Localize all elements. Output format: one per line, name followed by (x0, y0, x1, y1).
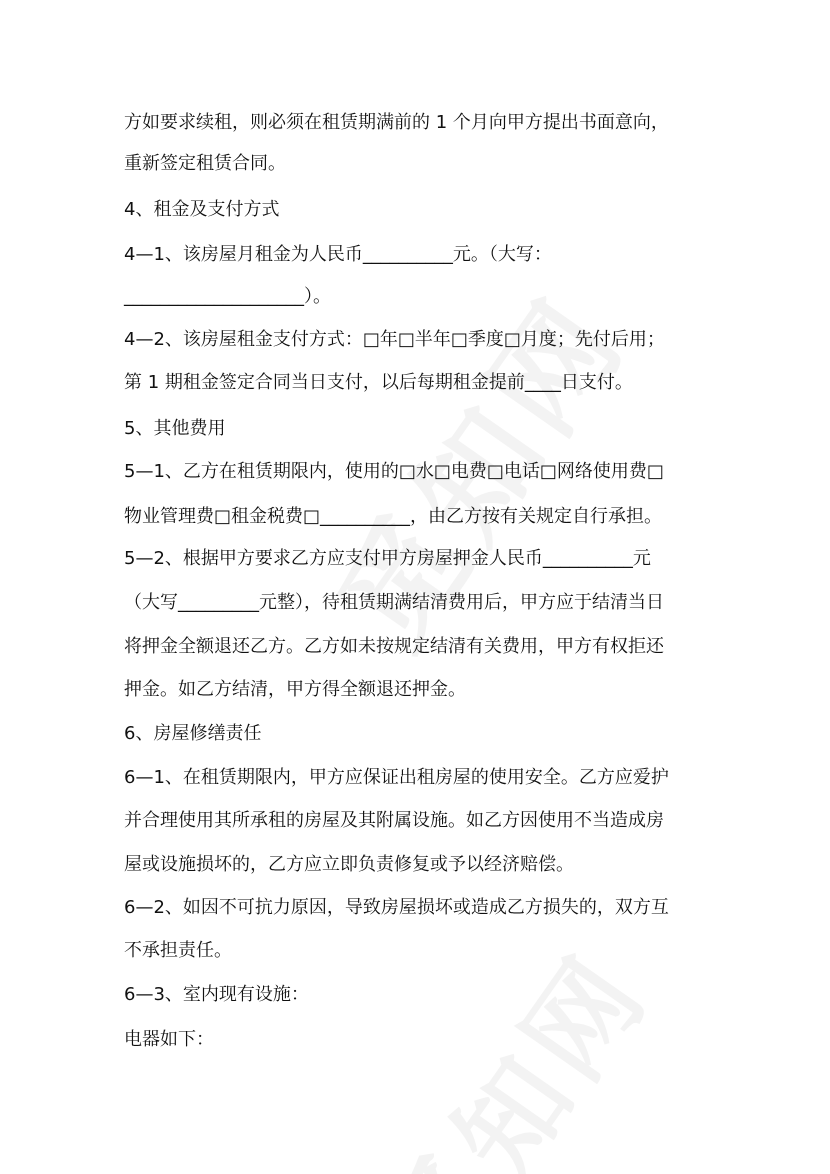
text-line: 物业管理费□租金税费□__________，由乙方按有关规定自行承担。 (124, 506, 663, 527)
text-line: 5—2、根据甲方要求乙方应支付甲方房屋押金人民币__________元 (124, 548, 651, 569)
text-line: 并合理使用其所承租的房屋及其附属设施。如乙方因使用不当造成房 (124, 810, 664, 831)
text-line: 将押金全额退还乙方。乙方如未按规定结清有关费用，甲方有权拒还 (124, 636, 664, 657)
text-line: 4—1、该房屋月租金为人民币__________元。（大写： (124, 244, 552, 265)
text-line: （大写_________元整），待租赁期满结清费用后，甲方应于结清当日 (124, 592, 664, 613)
text-line: 不承担责任。 (124, 940, 232, 961)
text-line: 4—2、该房屋租金支付方式：□年□半年□季度□月度；先付后用； (124, 329, 665, 350)
section-heading: 5、其他费用 (124, 418, 226, 439)
text-line: 6—2、如因不可抗力原因，导致房屋损坏或造成乙方损失的，双方互 (124, 897, 669, 918)
text-line: 屋或设施损坏的，乙方应立即负责修复或予以经济赔偿。 (124, 854, 574, 875)
text-line: 方如要求续租，则必须在租赁期满前的 1 个月向甲方提出书面意向， (124, 112, 669, 133)
text-line: 重新签定租赁合同。 (124, 153, 286, 174)
section-heading: 6、房屋修缮责任 (124, 723, 262, 744)
text-line: 押金。如乙方结清，甲方得全额退还押金。 (124, 679, 466, 700)
text-line: ____________________）。 (124, 286, 331, 307)
watermark (342, 916, 678, 1174)
text-line: 6—3、室内现有设施： (124, 984, 309, 1005)
text-line: 6—1、在租赁期限内，甲方应保证出租房屋的使用安全。乙方应爱护 (124, 767, 669, 788)
section-heading: 4、租金及支付方式 (124, 199, 280, 220)
text-line: 第 1 期租金签定合同当日支付，以后每期租金提前____日支付。 (124, 372, 633, 393)
text-line: 电器如下： (124, 1029, 214, 1050)
text-line: 5—1、乙方在租赁期限内，使用的□水□电费□电话□网络使用费□ (124, 461, 664, 482)
